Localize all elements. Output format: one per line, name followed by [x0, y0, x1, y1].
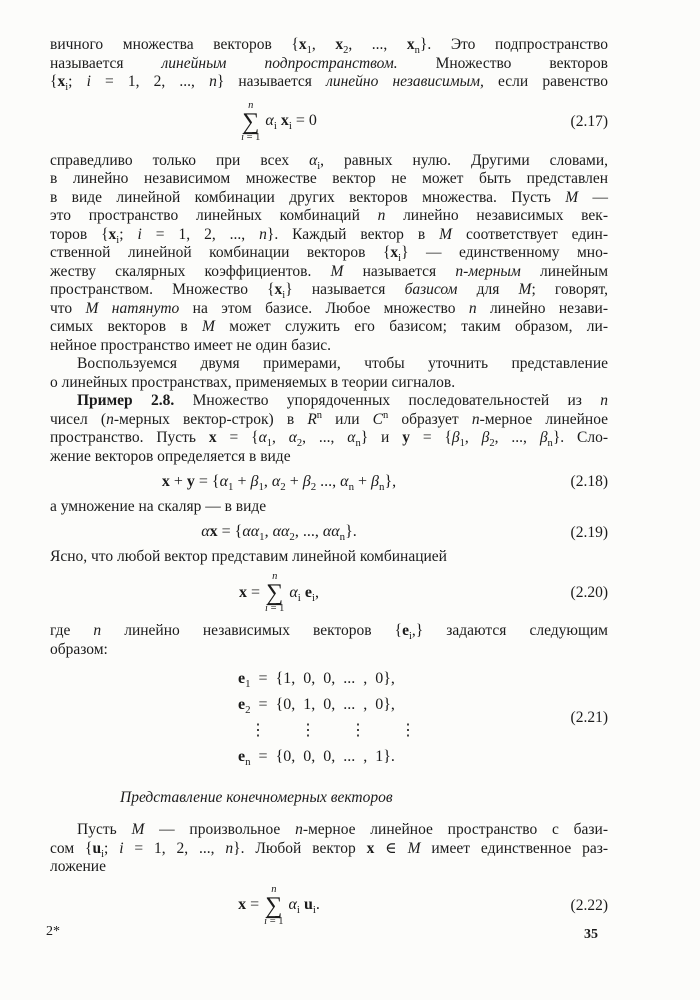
page-number: 35	[584, 927, 598, 942]
paragraph-example-2-8	[50, 392, 608, 466]
text-line: пространством. Множество $\{x_i\}$ называется базисом для М; говорят,	[50, 281, 608, 302]
text-line: ложение	[50, 858, 106, 875]
sum-upper-limit: n	[272, 571, 278, 582]
equation-body: $\alpha x = \{\alpha\alpha_1$, $\alpha\alpha_2$, ..., $\alpha\alpha_n$}.	[201, 523, 357, 544]
sigma-icon: ∑	[265, 892, 283, 919]
text-line: пространство. Пусть $x = \{\alpha_1$, $\alpha_2$, ..., $\alpha_n$} и $y = \{\beta_1$, $\beta_2$, ..., $\beta_n$}. Сло-	[50, 429, 608, 450]
line-linear-combination	[50, 548, 608, 567]
text-line: что М натянуто на этом базисе. Любое множество n линейно незави-	[50, 299, 608, 317]
text-block	[50, 36, 608, 931]
sigma-icon: ∑	[266, 580, 284, 606]
equation-number: (2.17)	[570, 112, 608, 130]
paragraph-two-examples	[50, 355, 608, 392]
sum-lower-limit: i = 1	[241, 131, 261, 143]
text-line: нейное пространство имеет не один базис.	[50, 336, 332, 354]
text-line: в виде линейной комбинации других векторов множества. Пусть М —	[50, 188, 608, 206]
equation-number: (2.20)	[570, 583, 608, 601]
sum-lower-limit: i = 1	[264, 915, 284, 927]
paragraph-decomposition	[50, 821, 608, 877]
sum-lower-limit: i = 1	[265, 603, 285, 614]
signature-mark: 2*	[46, 924, 60, 939]
vertical-dots-row: ⋮ ⋮ ⋮ ⋮	[250, 722, 416, 739]
text-line: Пример 2.8. Множество упорядоченных последовательностей из n	[77, 392, 608, 409]
basis-row-e2: $e_2 = \{0$, 1, 0, ... , 0},	[238, 696, 395, 717]
equation-body	[241, 101, 317, 143]
text-line: а умножение на скаляр — в виде	[50, 498, 267, 515]
equation-number: (2.22)	[570, 896, 608, 914]
paragraph-subspace-continuation	[50, 36, 608, 92]
text-line: Воспользуемся двумя примерами, чтобы уточнить представление	[77, 355, 608, 372]
line-scalar-multiplication	[50, 498, 608, 517]
text-line: Ясно, что любой вектор представим линейной комбинацией	[50, 547, 447, 565]
equation-lhs: x =	[239, 583, 261, 601]
text-line: о линейных пространствах, применяемых в теории сигналов.	[50, 373, 456, 391]
text-line: сом {$u_i$; i = 1, 2, ..., n}. Любой вектор x ∈ М имеет единственное раз-	[50, 839, 609, 860]
equation-lhs: x =	[238, 896, 260, 914]
equation-number: (2.21)	[570, 708, 608, 726]
equation-body: $x + y = \{\alpha_1 + \beta_1$, $\alpha_2 + \beta_2$ ..., $\alpha_n + \beta_n$},	[161, 472, 397, 493]
text-line: Пусть М — произвольное n-мерное линейное пространство с бази-	[77, 821, 608, 838]
text-line: в линейно независимом множестве вектор не может быть представлен	[50, 170, 608, 187]
equation-2-21	[50, 666, 608, 770]
text-line: жеству скалярных коэффициентов. М называется n-мерным линейным	[50, 262, 608, 280]
text-line: ственной линейной комбинации векторов $\{x_i\}$ — единственному мно-	[50, 244, 608, 265]
text-line: {$x_i$; i = 1, 2, ..., n} называется линейно независимым, если равенство	[50, 73, 608, 94]
paragraph-basis-definition	[50, 622, 608, 659]
text-line: это пространство линейных комбинаций n линейно независимых век-	[50, 207, 608, 224]
equation-terms: $\alpha_i$ $u_i$.	[288, 896, 320, 917]
paragraph-linear-independence	[50, 152, 608, 356]
equation-body	[239, 572, 319, 614]
text-line: называется линейным подпространством. Множество векторов	[50, 54, 608, 72]
section-heading: Представление конечномерных векторов	[120, 789, 393, 806]
equation-number: (2.18)	[570, 472, 608, 490]
sum-upper-limit: n	[271, 883, 277, 895]
equation-number: (2.19)	[570, 523, 608, 541]
equation-terms: $\alpha_i$ $x_i = 0$	[265, 112, 317, 133]
equation-terms: $\alpha_i$ $e_i$,	[289, 583, 319, 604]
text-line: где n линейно независимых векторов $\{e_i,\}$ задаются следующим	[50, 622, 608, 643]
summation-symbol	[241, 101, 260, 143]
equation-2-22	[50, 881, 608, 931]
text-line: симых векторов в М может служить его базисом; таким образом, ли-	[50, 318, 608, 335]
equation-2-17	[50, 97, 608, 147]
text-line: справедливо только при всех $\alpha_i$, равных нулю. Другими словами,	[50, 151, 608, 172]
text-line: жение векторов определяется в виде	[50, 447, 291, 465]
text-line: торов {$x_i$; i = 1, 2, ..., n}. Каждый вектор в М соответствует един-	[50, 225, 608, 246]
summation-symbol	[264, 885, 283, 927]
sigma-icon: ∑	[242, 108, 260, 135]
basis-row-en: $e_n = \{0$, 0, 0, ... , 1}.	[238, 748, 395, 769]
equation-body	[238, 885, 320, 927]
text-line: образом:	[50, 640, 108, 658]
basis-row-e1: $e_1 = \{1$, 0, 0, ... , 0},	[238, 670, 395, 691]
text-line: вичного множества векторов {$x_1$, $x_2$, ..., $x_n$}. Это подпространство	[50, 36, 609, 57]
basis-vector-rows	[238, 666, 608, 770]
summation-symbol	[265, 572, 284, 614]
sum-upper-limit: n	[248, 99, 254, 111]
equation-2-18	[50, 469, 608, 495]
equation-2-20	[50, 568, 608, 618]
equation-2-19	[50, 520, 608, 546]
text-line: чисел (n-мерных вектор-строк) в $R^n$ или $С^n$ образует n-мерное линейное	[50, 409, 609, 428]
